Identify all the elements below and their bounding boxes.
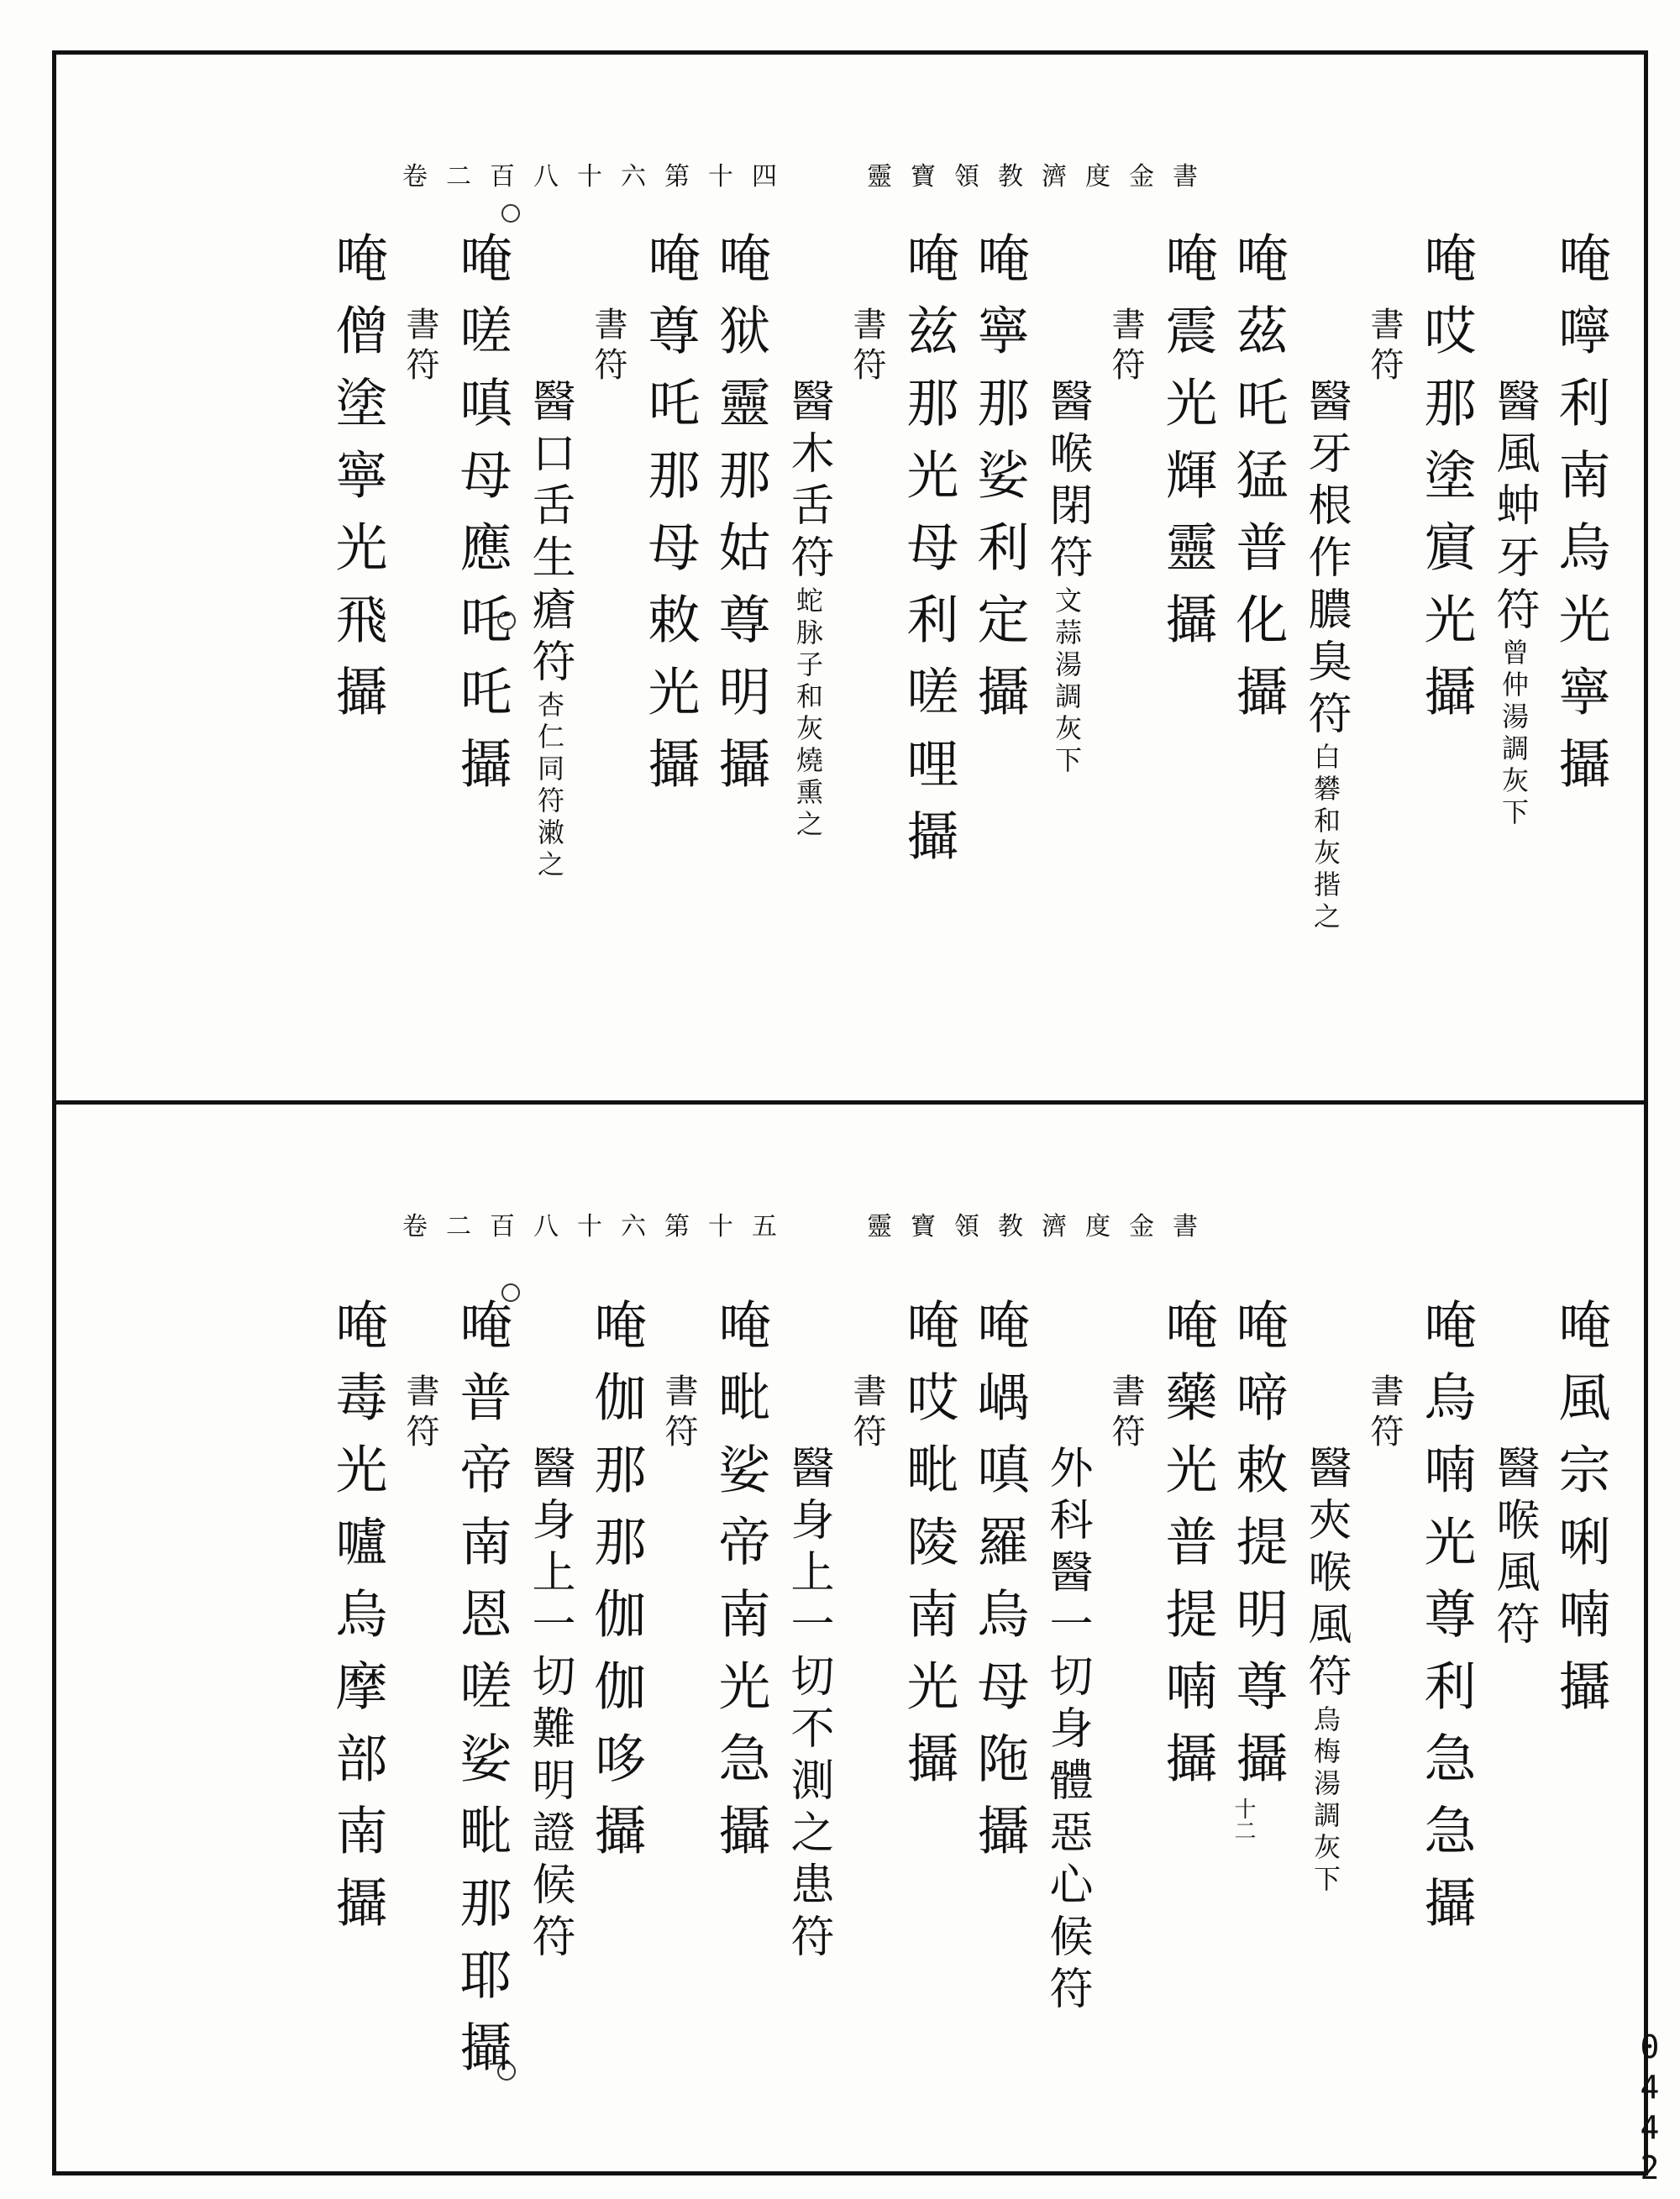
column-text: 醫木舌符 [783,378,833,586]
column-text: 唵震光輝靈攝 [1157,231,1218,664]
incantation-line [969,231,1030,737]
incantation-line [1550,1298,1611,1731]
column-text: 醫口舌生瘡符 [524,378,575,690]
column-text: 書符 [589,307,627,387]
column-text: 唵普帝南恩嗟娑毗那耶攝 [451,1298,512,2092]
column-text: 醫身上一切難明證候符 [524,1445,575,1965]
column-text: 唵啼敕提明尊攝 [1227,1298,1289,1803]
column-text: 醫牙根作膿臭符 [1300,378,1351,743]
incantation-line [710,1298,771,1876]
column-text: 唵僧塗寧光飛攝 [327,231,388,737]
column-text: 唵尊吒那母敕光攝 [639,231,701,809]
talisman-title [1299,231,1351,934]
incantation-line [898,1298,959,1803]
instruction-line [845,1298,884,1454]
column-text: 書符 [848,1373,886,1454]
column-text: 書符 [1106,1373,1145,1454]
column-text: 唵風宗唎喃攝 [1550,1298,1611,1731]
incantation-line [969,1298,1030,1876]
column-text: 醫喉風符 [1488,1445,1539,1653]
bottom-panel [56,1105,1644,2171]
incantation-line [1157,231,1218,664]
leaf-number: 十二 [1231,1798,1256,1841]
instruction-line [586,231,625,387]
annotation-text: 白礬和灰揩之 [1310,743,1341,934]
column-text: 唵哎毗陵南光攝 [898,1298,959,1803]
talisman-title [1040,1298,1092,2018]
incantation-line [451,231,512,809]
header-volume: 卷二百八十六第十五 [402,1212,795,1241]
incantation-line [1550,231,1611,809]
page-number: 0442 [1631,2028,1668,2190]
incantation-line [1415,231,1477,737]
incantation-line [327,1298,388,1948]
annotation-text: 蛇脉子和灰燒熏之 [792,586,824,842]
column-text: 唵茲吒猛普化攝 [1227,231,1289,737]
text-columns [327,1298,1611,2104]
incantation-line [1157,1298,1218,1803]
incantation-line [898,231,959,881]
column-text: 醫身上一切不測之患符 [783,1445,833,1965]
talisman-title [1299,1298,1351,1897]
column-text: 唵嵎嗔羅烏母陁攝 [969,1298,1030,1876]
incantation-line [1227,231,1289,737]
column-text: 唵伽那那伽伽哆攝 [585,1298,647,1876]
column-text: 唵嚀利南烏光寧攝 [1550,231,1611,809]
incantation-line [1415,1298,1477,1948]
talisman-title [1040,231,1092,778]
header-title: 靈寶領教濟度金書 [867,1212,1216,1241]
column-text: 唵烏喃光尊利急急攝 [1415,1298,1477,1948]
annotation-text: 曾仲湯調灰下 [1498,638,1530,830]
column-text: 書符 [1365,1373,1404,1454]
talisman-title [522,1298,575,1965]
incantation-line [451,1298,512,2092]
text-columns [327,231,1611,970]
column-text: 醫喉閉符 [1042,378,1092,586]
instruction-line [1362,231,1404,387]
header-volume: 卷二百八十六第十四 [402,162,795,192]
column-text: 醫風蚛牙符 [1488,378,1539,638]
column-text: 唵毒光嚧烏摩部南攝 [327,1298,388,1948]
incantation-line [585,1298,647,1876]
column-text: 唵毗娑帝南光急攝 [710,1298,771,1876]
incantation-line [710,231,771,809]
binding-hole-icon [501,204,520,223]
annotation-text: 杏仁同符潄之 [533,690,565,882]
annotation-text: 烏梅湯調灰下 [1310,1705,1341,1897]
top-panel [56,55,1644,1100]
header-title: 靈寶領教濟度金書 [867,162,1216,192]
column-text: 書符 [1106,307,1145,387]
talisman-title [522,231,575,882]
column-text: 唵兹那光母利嗟哩攝 [898,231,959,881]
column-text: 書符 [848,307,886,387]
instruction-line [398,231,437,387]
talisman-title [1487,231,1539,830]
column-text: 醫夾喉風符 [1300,1445,1351,1705]
instruction-line [1362,1298,1404,1454]
column-text: 唵嗟嗔母應吒吒攝 [451,231,512,809]
incantation-line [327,231,388,737]
talisman-title [781,1298,833,1965]
instruction-line [845,231,884,387]
instruction-line [1104,231,1145,387]
talisman-title [1487,1298,1539,1653]
column-text: 書符 [1365,307,1404,387]
instruction-line [1104,1298,1145,1454]
talisman-title [781,231,833,842]
column-text: 唵寧那娑利定攝 [969,231,1030,737]
column-text: 書符 [401,307,439,387]
annotation-text: 文蒜湯調灰下 [1051,586,1083,778]
incantation-line [1227,1298,1289,1803]
column-text: 唵狱靈那姑尊明攝 [710,231,771,809]
column-text: 書符 [659,1373,698,1454]
column-text: 書符 [401,1373,439,1454]
column-text: 唵哎那塗賔光攝 [1415,231,1477,737]
instruction-line [657,1298,696,1454]
column-text: 唵藥光普提喃攝 [1157,1298,1218,1803]
instruction-line [398,1298,437,1454]
incantation-line [639,231,701,809]
column-text: 外科醫一切身體惡心候符 [1042,1445,1092,2018]
